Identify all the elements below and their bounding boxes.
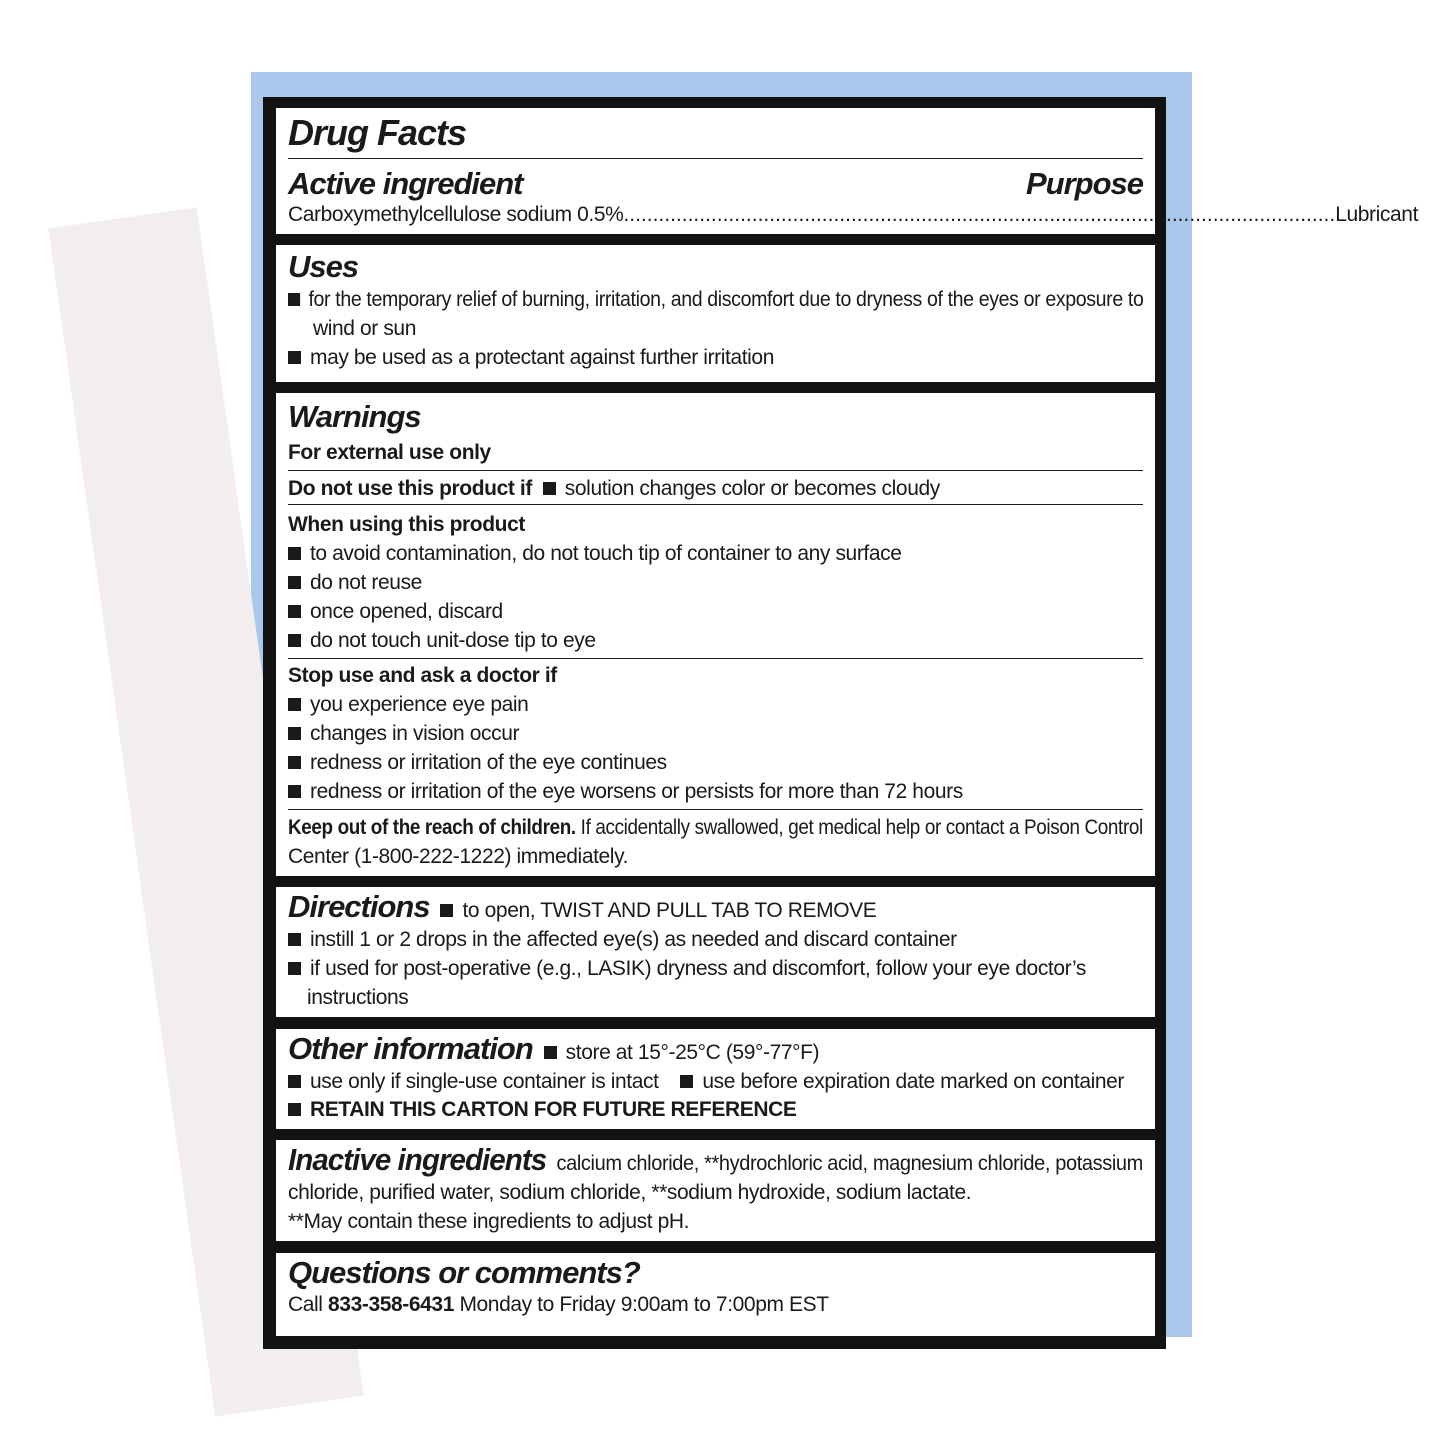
bullet-square-icon — [288, 756, 301, 769]
bullet-square-icon — [544, 1046, 557, 1059]
bullet-square-icon — [288, 698, 301, 711]
when-using-item: do not reuse — [288, 571, 422, 595]
when-using-item: to avoid contamination, do not touch tip of container to any surface — [288, 542, 902, 566]
bullet-square-icon — [288, 727, 301, 740]
stop-use-item: you experience eye pain — [288, 693, 528, 717]
bullet-square-icon — [288, 293, 300, 306]
bullet-square-icon — [680, 1075, 693, 1088]
when-using-item: once opened, discard — [288, 600, 503, 624]
leader-dots: .......................................................................................................................... — [623, 203, 1336, 226]
external-use-label: For external use only — [288, 441, 491, 464]
keep-out-line-continued: Center (1-800-222-1222) immediately. — [288, 845, 629, 868]
stop-use-item: changes in vision occur — [288, 722, 519, 746]
warnings-divider — [288, 658, 1143, 659]
bullet-square-icon — [288, 785, 301, 798]
questions-heading: Questions or comments? — [288, 1255, 640, 1290]
bullet-square-icon — [288, 933, 301, 946]
active-ingredient-box — [276, 108, 1419, 234]
other-info-line: RETAIN THIS CARTON FOR FUTURE REFERENCE — [288, 1098, 796, 1122]
bullet-square-icon — [440, 904, 453, 917]
bullet-square-icon — [288, 605, 301, 618]
other-info-first-line: Other information store at 15°-25°C (59°-77°F) — [288, 1031, 820, 1066]
other-info-line: use only if single-use container is intact use before expiration date marked on container — [288, 1070, 1124, 1094]
directions-box — [276, 887, 1155, 1017]
bullet-square-icon — [288, 1103, 301, 1116]
active-ingredient-purpose: Lubricant — [1335, 203, 1419, 226]
bullet-square-icon — [543, 482, 556, 495]
inactive-line: chloride, purified water, sodium chloride, **sodium hydroxide, sodium lactate. — [288, 1181, 972, 1204]
warnings-divider — [288, 470, 1143, 471]
keep-out-line: Keep out of the reach of children. If accidentally swallowed, get medical help or contact a Poison Control — [288, 816, 1143, 839]
do-not-use-row: Do not use this product if solution changes color or becomes cloudy — [288, 477, 940, 500]
active-ingredient-row — [288, 203, 1419, 227]
bullet-square-icon — [288, 351, 301, 364]
bullet-square-icon — [288, 576, 301, 589]
stop-use-label: Stop use and ask a doctor if — [288, 664, 557, 687]
inactive-ingredients-box — [276, 1140, 1155, 1241]
uses-heading: Uses — [288, 249, 359, 284]
questions-box — [276, 1253, 1155, 1336]
bullet-square-icon — [288, 962, 301, 975]
directions-item: instill 1 or 2 drops in the affected eye(s) as needed and discard container — [288, 928, 957, 952]
bullet-square-icon — [288, 1075, 301, 1088]
warnings-divider — [288, 809, 1143, 810]
bullet-square-icon — [288, 547, 301, 560]
when-using-item: do not touch unit-dose tip to eye — [288, 629, 596, 653]
inactive-ingredients-heading: Inactive ingredients — [288, 1142, 547, 1177]
directions-item-continued: instructions — [307, 986, 409, 1009]
other-information-box — [276, 1029, 1155, 1129]
uses-item: for the temporary relief of burning, irritation, and discomfort due to dryness of the eyes or exposure to — [288, 288, 1143, 312]
stop-use-item: redness or irritation of the eye continues — [288, 751, 667, 775]
title-divider — [288, 158, 1143, 159]
warnings-heading: Warnings — [288, 399, 421, 434]
bullet-square-icon — [288, 634, 301, 647]
drug-facts-title: Drug Facts — [288, 112, 467, 153]
stop-use-item: redness or irritation of the eye worsens or persists for more than 72 hours — [288, 780, 963, 804]
questions-contact-line: Call 833-358-6431 Monday to Friday 9:00am to 7:00pm EST — [288, 1293, 829, 1316]
uses-item-continued: wind or sun — [313, 317, 416, 340]
other-information-heading: Other information — [288, 1031, 533, 1066]
when-using-label: When using this product — [288, 513, 525, 536]
directions-first-line: Directions to open, TWIST AND PULL TAB TO REMOVE — [288, 889, 877, 924]
uses-box — [276, 245, 1155, 382]
phone-number[interactable]: 833-358-6431 — [328, 1293, 454, 1316]
active-ingredient-heading: Active ingredient — [288, 166, 523, 201]
purpose-heading: Purpose — [1025, 166, 1143, 201]
directions-heading: Directions — [288, 889, 430, 924]
active-ingredient-name: Carboxymethylcellulose sodium 0.5% — [288, 203, 624, 226]
warnings-divider — [288, 504, 1143, 505]
inactive-first-line: Inactive ingredients calcium chloride, **hydrochloric acid, magnesium chloride, potassium — [288, 1142, 1143, 1177]
inactive-footnote: **May contain these ingredients to adjust pH. — [288, 1210, 690, 1233]
uses-item: may be used as a protectant against further irritation — [288, 346, 774, 370]
directions-item: if used for post-operative (e.g., LASIK) dryness and discomfort, follow your eye doctor’s — [288, 957, 1086, 981]
warnings-box — [276, 393, 1155, 876]
